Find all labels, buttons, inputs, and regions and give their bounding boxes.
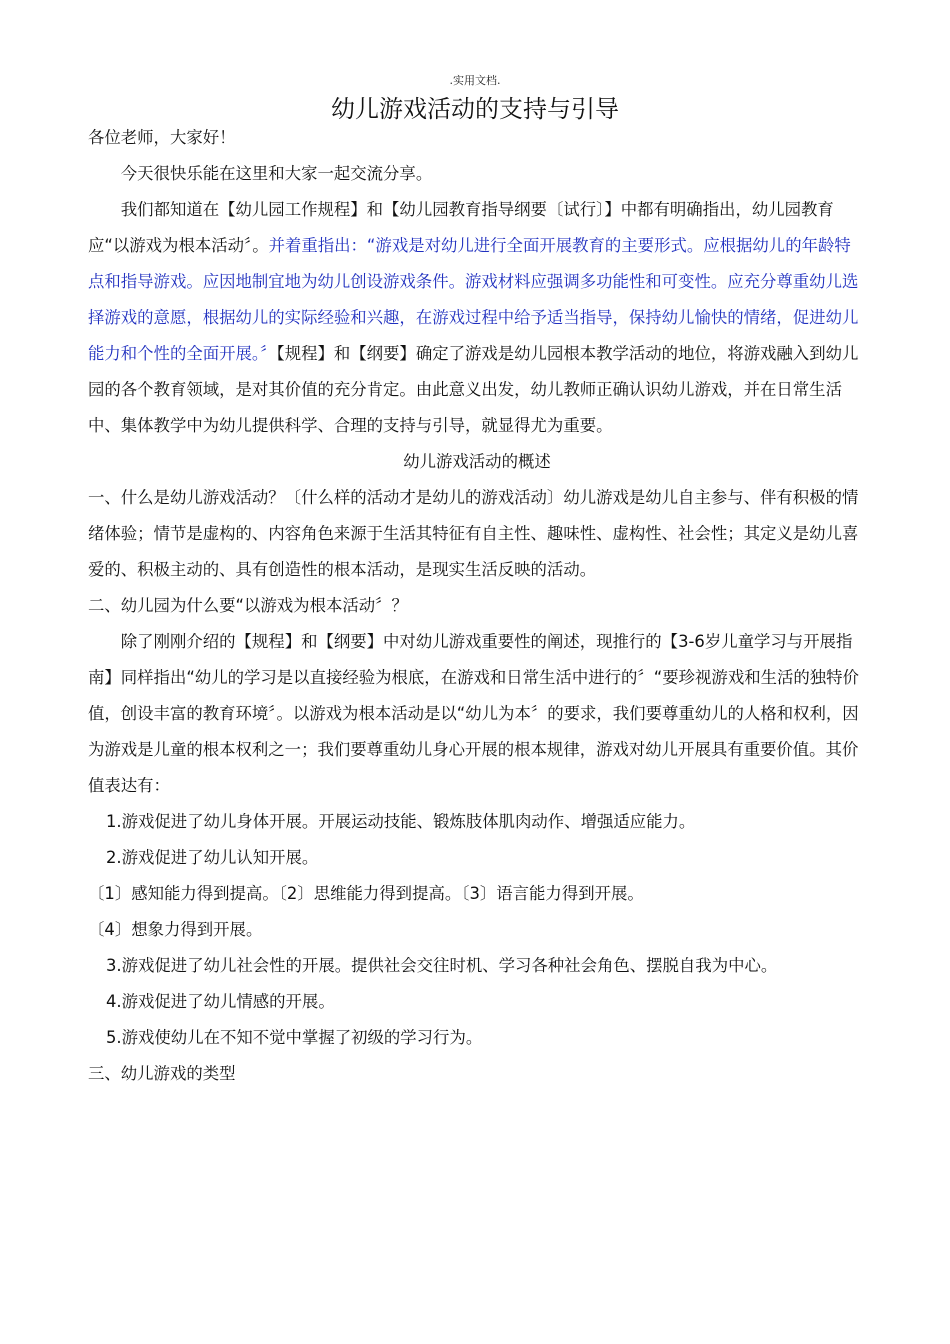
list-item: 3.游戏促进了幼儿社会性的开展。提供社会交往时机、学习各种社会角色、摆脱自我为中心。	[106, 956, 778, 975]
header-note: .实用文档.	[449, 74, 501, 87]
question-one: 一、什么是幼儿游戏活动？〔什么样的活动才是幼儿的游戏活动〕幼儿游戏是幼儿自主参与、伴有积极的情绪体验；情节是虚构的、内容角色来源于生活其特征有自主性、趣味性、虚构性、社会性；其定义是幼儿喜爱的、积极主动的、具有创造性的根本活动，是现实生活反映的活动。	[88, 488, 859, 579]
list-item: 〔4〕想象力得到开展。	[88, 920, 263, 939]
list-item: 2.游戏促进了幼儿认知开展。	[106, 848, 319, 867]
value-paragraph: 除了刚刚介绍的【规程】和【纲要】中对幼儿游戏重要性的阐述，现推行的【3-6岁儿童学习与开展指南】同样指出“幼儿的学习是以直接经验为根底，在游戏和日常生活中进行的〞“要珍视游戏和生活的独特价值，创设丰富的教育环境〞。以游戏为根本活动是以“幼儿为本〞的要求，我们要尊重幼儿的人格和权利，因为游戏是儿童的根本权利之一；我们要尊重幼儿身心开展的根本规律，游戏对幼儿开展具有重要价值。其价值表达有：	[88, 632, 859, 795]
list-item: 〔1〕感知能力得到提高。〔2〕思维能力得到提高。〔3〕语言能力得到开展。	[88, 884, 644, 903]
policy-quote: 并着重指出：“游戏是对幼儿进行全面开展教育的主要形式。应根据幼儿的年龄特点和指导游戏。应因地制宜地为幼儿创设游戏条件。游戏材料应强调多功能性和可变性。应充分尊重幼儿选择游戏的意愿，根据幼儿的实际经验和兴趣，在游戏过程中给予适当指导，保持幼儿愉快的情绪，促进幼儿能力和个性的全面开展。〞	[88, 236, 859, 363]
list-item: 5.游戏使幼儿在不知不觉中掌握了初级的学习行为。	[106, 1028, 483, 1047]
policy-paragraph	[88, 192, 866, 444]
policy-paragraph-start: 我们都知道在【幼儿园工作规程】和【幼儿园教育指导纲要〔试行〕】中都有明确指出，幼儿园教育应“以游戏为根本活动〞。	[88, 200, 834, 255]
policy-paragraph-end: 【规程】和【纲要】确定了游戏是幼儿园根本教学活动的地位，将游戏融入到幼儿园的各个教育领域，是对其价值的充分肯定。由此意义出发，幼儿教师正确认识幼儿游戏，并在日常生活中、集体教学中为幼儿提供科学、合理的支持与引导，就显得尤为重要。	[88, 344, 859, 435]
list-item: 1.游戏促进了幼儿身体开展。开展运动技能、锻炼肢体肌肉动作、增强适应能力。	[106, 812, 696, 831]
greeting: 各位老师，大家好！	[88, 128, 236, 147]
intro-paragraph: 今天很快乐能在这里和大家一起交流分享。	[120, 164, 433, 183]
document-title: 幼儿游戏活动的支持与引导	[331, 95, 619, 123]
question-two: 二、幼儿园为什么要“以游戏为根本活动〞？	[88, 596, 408, 615]
section-heading: 幼儿游戏活动的概述	[403, 452, 551, 471]
list-item: 4.游戏促进了幼儿情感的开展。	[106, 992, 335, 1011]
document-body	[88, 120, 866, 1092]
question-three: 三、幼儿游戏的类型	[88, 1064, 236, 1083]
